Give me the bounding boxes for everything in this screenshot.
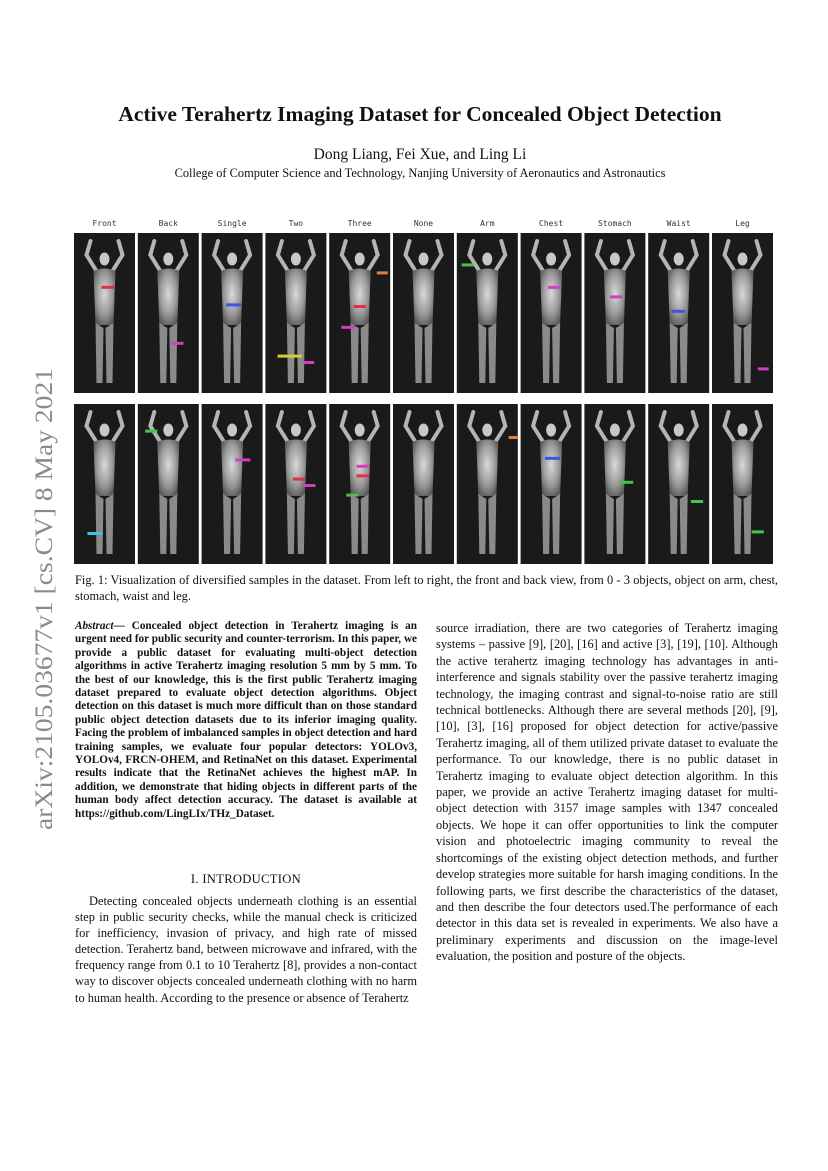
head	[291, 424, 301, 437]
left-leg	[223, 494, 231, 554]
object-box	[610, 295, 622, 298]
right-leg	[744, 323, 752, 383]
author-list: Dong Liang, Fei Xue, and Ling Li	[313, 146, 527, 163]
object-box	[293, 478, 305, 481]
object-box	[758, 367, 769, 370]
left-leg	[287, 494, 295, 554]
right-leg	[425, 494, 433, 554]
left-leg	[606, 494, 614, 554]
torso	[285, 269, 307, 326]
torso	[221, 269, 243, 326]
object-box	[509, 436, 518, 439]
head	[610, 253, 620, 266]
object-box	[691, 500, 703, 503]
affiliation: College of Computer Science and Technology, Nanjing University of Aeronautics and Astronautics	[174, 166, 666, 180]
head	[546, 253, 556, 266]
object-box	[145, 430, 157, 433]
head	[355, 253, 365, 266]
right-leg	[552, 494, 560, 554]
right-leg	[233, 323, 241, 383]
right-leg	[616, 494, 624, 554]
abstract-text: — Concealed object detection in Terahertz imaging is an urgent need for public security and counter-terrorism. In this paper, we provide a public dataset for evaluating multi-object detection algorithms in active Terahertz imaging resolution 5 mm by 5 mm. To the best of our knowledge, this is the first public Terahertz imaging dataset prepared to evaluate object detection algorithms. Object detection on this dataset is much more difficult than on those standard public object detection datasets due to its inferior imaging quality. Facing the problem of imbalanced samples in object detection and hard training samples, we evaluate four popular detectors: YOLOv3, YOLOv4, FRCN-OHEM, and RetinaNet on this dataset. Experimental results indicate that the RetinaNet achieves the highest mAP. In addition, we demonstrate that hiding objects in different parts of the human body affect detection accuracy. The dataset is available at https://github.com/LingLIx/THz_Dataset.	[75, 620, 417, 820]
abstract-label: Abstract	[75, 620, 114, 632]
left-leg	[734, 494, 742, 554]
panel-label-chest: Chest	[539, 219, 564, 228]
paper-title: Active Terahertz Imaging Dataset for Concealed Object Detection	[118, 102, 722, 126]
left-leg	[542, 323, 550, 383]
torso	[221, 440, 243, 497]
right-leg	[106, 323, 114, 383]
object-box	[101, 286, 114, 289]
panel-label-none: None	[413, 219, 434, 228]
head	[674, 424, 684, 437]
left-leg	[223, 323, 231, 383]
torso	[540, 269, 562, 326]
abstract	[75, 620, 417, 821]
head	[738, 253, 748, 266]
torso	[668, 440, 690, 497]
left-leg	[96, 323, 104, 383]
panel-label-front: Front	[92, 219, 117, 228]
object-box	[377, 271, 388, 274]
panel-label-waist: Waist	[666, 219, 691, 228]
panel-label-three: Three	[347, 219, 372, 228]
left-leg	[159, 323, 167, 383]
object-box	[545, 457, 560, 460]
right-leg	[425, 323, 433, 383]
right-leg	[680, 494, 688, 554]
torso	[668, 269, 690, 326]
figure-1	[74, 214, 777, 570]
object-box	[235, 458, 250, 461]
head	[482, 424, 492, 437]
left-leg	[159, 494, 167, 554]
left-leg	[415, 323, 423, 383]
head	[163, 424, 173, 437]
right-leg	[297, 323, 305, 383]
right-leg	[169, 494, 177, 554]
object-box	[171, 342, 183, 345]
torso	[157, 440, 179, 497]
left-leg	[734, 323, 742, 383]
head	[100, 253, 110, 266]
torso	[349, 269, 371, 326]
left-leg	[670, 323, 678, 383]
torso	[94, 269, 116, 326]
head	[163, 253, 173, 266]
arxiv-stamp	[20, 360, 60, 840]
intro-paragraph: Detecting concealed objects underneath clothing is an essential step in public security checks, while the manual check is criticized for inefficiency, invasion of privacy, and high rate of missed detection. Terahertz band, between microwave and infrared, with the frequency range from 0.1 to 10 Terahertz [8], provides a non-contact way to discover objects concealed underneath clothing with no harm to human health. According to the presence or absence of Terahertz	[75, 894, 417, 1005]
figure-caption: Fig. 1: Visualization of diversified samples in the dataset. From left to right, the front and back view, from 0 - 3 objects, object on arm, chest, stomach, waist and leg.	[75, 573, 778, 603]
arxiv-stamp-text: arXiv:2105.03677v1 [cs.CV] 8 May 2021	[31, 410, 58, 830]
left-leg	[542, 494, 550, 554]
torso	[285, 440, 307, 497]
left-leg	[670, 494, 678, 554]
torso	[604, 440, 626, 497]
head	[546, 424, 556, 437]
head	[291, 253, 301, 266]
object-box	[354, 305, 366, 308]
object-box	[752, 530, 764, 533]
right-leg	[361, 323, 369, 383]
object-box	[278, 355, 302, 358]
left-leg	[415, 494, 423, 554]
torso	[157, 269, 179, 326]
head	[227, 253, 237, 266]
object-box	[671, 310, 684, 313]
torso	[732, 269, 754, 326]
object-box	[357, 465, 369, 468]
object-box	[548, 286, 560, 289]
right-leg	[680, 323, 688, 383]
panel-label-leg: Leg	[735, 219, 750, 228]
torso	[732, 440, 754, 497]
head	[355, 424, 365, 437]
torso	[476, 440, 498, 497]
left-leg	[606, 323, 614, 383]
head	[674, 253, 684, 266]
panel-label-single: Single	[217, 219, 247, 228]
torso	[413, 440, 435, 497]
object-box	[346, 494, 358, 497]
right-leg	[744, 494, 752, 554]
object-box	[462, 263, 474, 266]
right-leg	[488, 494, 496, 554]
right-leg	[488, 323, 496, 383]
right-column-text: source irradiation, there are two categories of Terahertz imaging systems – passive [9], [20], [16] and active [3], [19], [10]. Although the active terahertz imaging technology has advantages in anti-interference and signals stability over the passive terahertz imaging technology, the imaging contrast and signal-to-noise ratio are still technical bottlenecks. Although there are several methods [20], [9], [10], [3], [16] proposed for object detection for active/passive Terahertz imaging, all of them utilized private dataset to evaluate the performance. To our knowledge, there is no public dataset in Terahertz imaging to evaluate object detection algorithm. In this paper, we provide an active Terahertz imaging dataset for multi-object detection with 3157 image samples with 1347 concealed objects. We hope it can offer opportunities to link the computer vision and photoelectric imaging community to reveal the shortcomings of the existing object detection methods, and further develop strategies more suitable for harsh imaging conditions. In the following parts, we first describe the characteristics of the dataset, and then describe the four detectors used.The performance of each detector in this data set is revealed in experiments. We also have a preliminary experiments and discussion on the image-level evaluation, the position and posture of the objects.	[436, 621, 778, 964]
left-leg	[478, 494, 486, 554]
object-box	[621, 481, 633, 484]
right-leg	[616, 323, 624, 383]
right-leg	[552, 323, 560, 383]
torso	[94, 440, 116, 497]
head	[419, 424, 429, 437]
head	[482, 253, 492, 266]
panel-label-stomach: Stomach	[598, 219, 632, 228]
right-leg	[233, 494, 241, 554]
head	[100, 424, 110, 437]
torso	[540, 440, 562, 497]
figure-1-canvas	[74, 214, 777, 570]
head	[738, 424, 748, 437]
right-leg	[169, 323, 177, 383]
head	[610, 424, 620, 437]
object-box	[303, 361, 314, 364]
right-leg	[297, 494, 305, 554]
right-leg	[106, 494, 114, 554]
right-leg	[361, 494, 369, 554]
head	[419, 253, 429, 266]
object-box	[341, 326, 354, 329]
object-box	[357, 474, 369, 477]
left-leg	[287, 323, 295, 383]
head	[227, 424, 237, 437]
panel-label-back: Back	[158, 219, 178, 228]
left-leg	[351, 323, 359, 383]
panel-label-two: Two	[288, 219, 304, 228]
torso	[476, 269, 498, 326]
torso	[413, 269, 435, 326]
left-leg	[96, 494, 104, 554]
panel-label-arm: Arm	[480, 219, 495, 228]
object-box	[226, 303, 241, 306]
section-heading-introduction: I. INTRODUCTION	[190, 872, 302, 886]
object-box	[87, 532, 102, 535]
left-leg	[351, 494, 359, 554]
left-leg	[478, 323, 486, 383]
object-box	[303, 484, 315, 487]
